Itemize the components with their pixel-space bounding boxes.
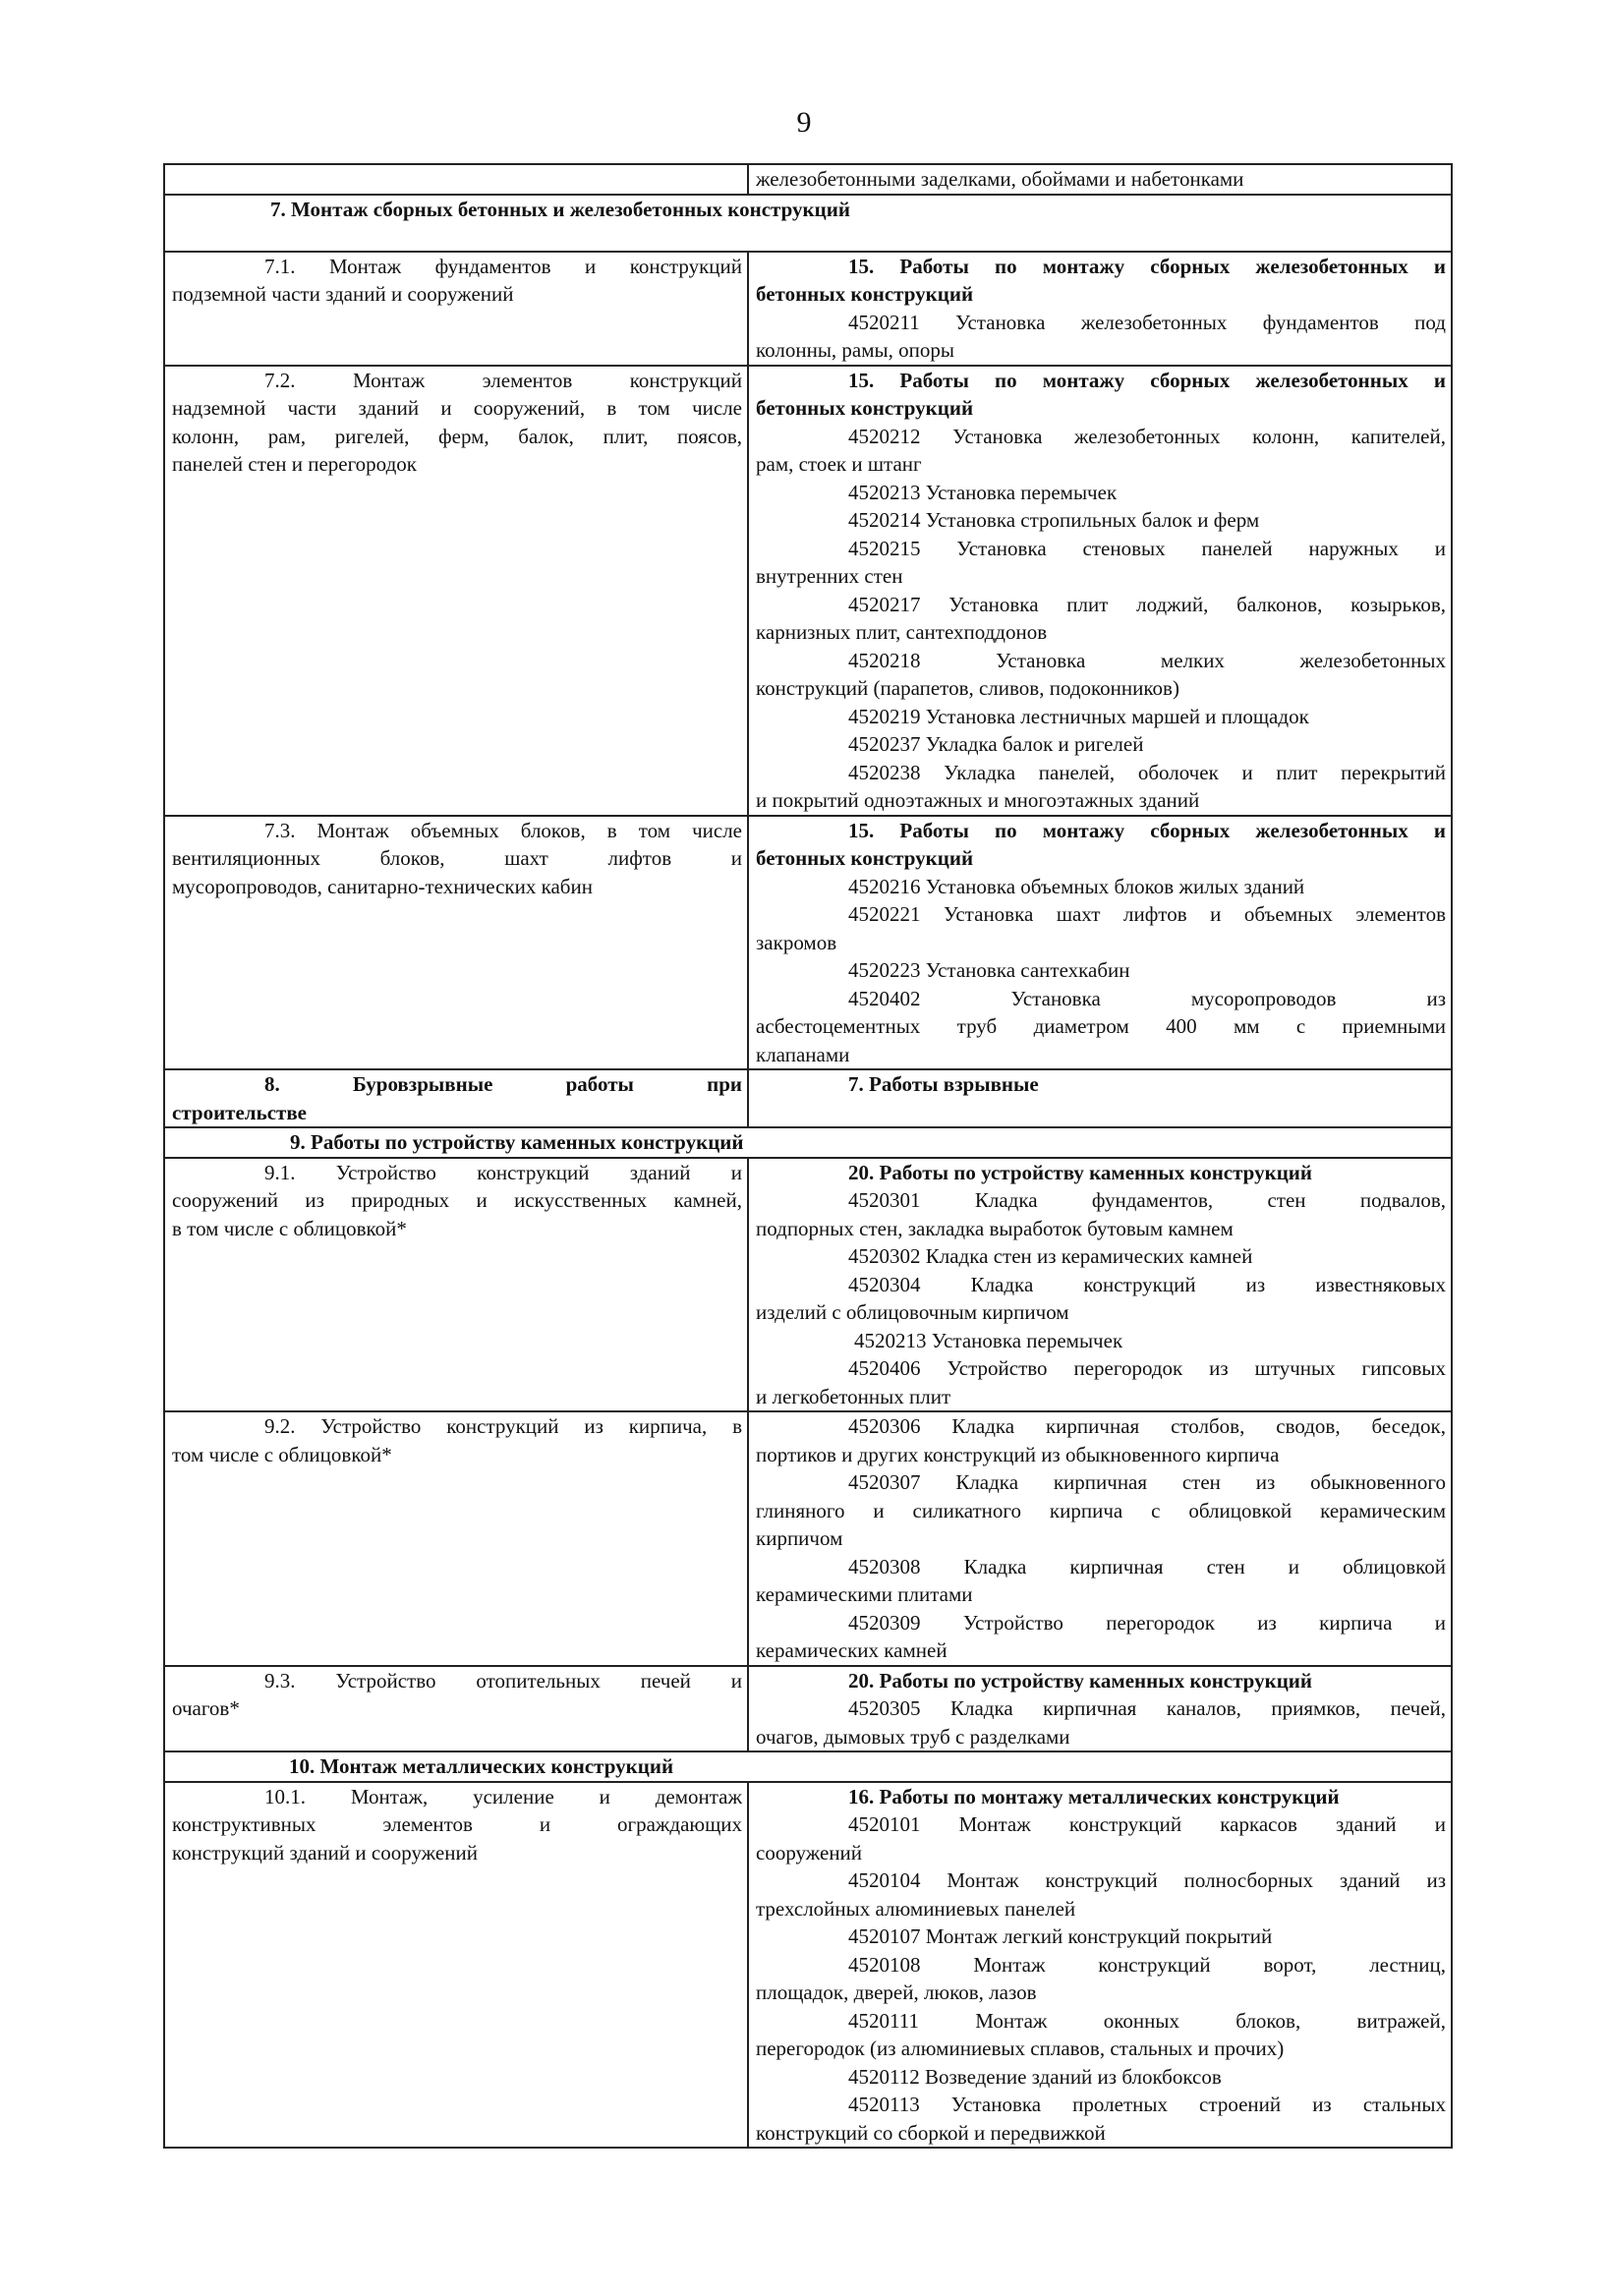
table-row xyxy=(164,816,1452,1070)
classifier-item: 4520308 Кладка кирпичная стен и облицовкой xyxy=(848,1554,1446,1578)
table-row xyxy=(164,1666,1452,1752)
group-title: 15. Работы по монтажу сборных железобетонных и xyxy=(848,254,1446,278)
group-title: бетонных конструкций xyxy=(756,396,974,420)
classifier-cell xyxy=(748,1158,1452,1412)
work-type-text: колонн, рам, ригелей, ферм, балок, плит, поясов, xyxy=(172,424,742,448)
work-type-text: конструктивных элементов и ограждающих xyxy=(172,1812,742,1836)
work-type-cell xyxy=(164,816,748,1070)
classifier-item: и легкобетонных плит xyxy=(756,1384,951,1408)
table-row-continuation xyxy=(164,164,1452,195)
classifier-item: 4520111 Монтаж оконных блоков, витражей, xyxy=(848,2008,1446,2033)
classifier-item: 4520406 Устройство перегородок из штучных гипсовых xyxy=(848,1356,1446,1380)
section-title: 9. Работы по устройству каменных конструкций xyxy=(164,1127,1452,1158)
group-title: бетонных конструкций xyxy=(756,282,974,306)
classifier-cell xyxy=(748,366,1452,816)
classifier-item: трехслойных алюминиевых панелей xyxy=(756,1896,1076,1921)
work-type-cell xyxy=(164,1411,748,1666)
work-type-text: в том числе с облицовкой* xyxy=(172,1216,407,1240)
classifier-item: 4520309 Устройство перегородок из кирпича и xyxy=(848,1610,1446,1635)
work-type-text: строительстве xyxy=(172,1100,307,1124)
classifier-item: 4520301 Кладка фундаментов, стен подвалов, xyxy=(848,1188,1446,1212)
work-type-text: 10.1. Монтаж, усиление и демонтаж xyxy=(264,1784,742,1808)
classifier-item: 4520108 Монтаж конструкций ворот, лестниц, xyxy=(848,1952,1446,1977)
classifier-item: 4520216 Установка объемных блоков жилых зданий xyxy=(848,874,1305,898)
work-type-text: 8. Буровзрывные работы при xyxy=(264,1072,742,1096)
classifier-item: керамических камней xyxy=(756,1638,948,1662)
classifier-item: клапанами xyxy=(756,1042,850,1066)
classifier-item: площадок, дверей, люков, лазов xyxy=(756,1980,1037,2004)
classifier-item: очагов, дымовых труб с разделками xyxy=(756,1724,1070,1749)
group-title: 20. Работы по устройству каменных конструкций xyxy=(848,1668,1312,1693)
work-type-cell xyxy=(164,1158,748,1412)
group-title: бетонных конструкций xyxy=(756,846,974,870)
table-row xyxy=(164,1069,1452,1127)
work-type-text: 9.3. Устройство отопительных печей и xyxy=(264,1668,742,1693)
classifier-item: подпорных стен, закладка выработок бутовым камнем xyxy=(756,1216,1234,1240)
work-type-text: 9.2. Устройство конструкций из кирпича, в xyxy=(264,1414,742,1438)
classifier-item: 4520237 Укладка балок и ригелей xyxy=(848,732,1144,756)
classifier-cell xyxy=(748,816,1452,1070)
classifier-item: 4520212 Установка железобетонных колонн, капителей, xyxy=(848,424,1446,448)
classifier-item: рам, стоек и штанг xyxy=(756,452,922,476)
classifier-item: глиняного и силикатного кирпича с облицовкой керамическим xyxy=(756,1498,1446,1522)
work-type-cell xyxy=(164,366,748,816)
classifier-cell xyxy=(748,1069,1452,1127)
classifier-item: 4520112 Возведение зданий из блокбоксов xyxy=(848,2064,1222,2089)
work-type-text: 7.1. Монтаж фундаментов и конструкций xyxy=(264,254,742,278)
classifier-item: 4520217 Установка плит лоджий, балконов, козырьков, xyxy=(848,592,1446,616)
continuation-text: железобетонными заделками, обоймами и набетонками xyxy=(748,164,1452,195)
classifier-item: 4520107 Монтаж легкий конструкций покрытий xyxy=(848,1924,1273,1948)
classifier-item: 4520219 Установка лестничных маршей и площадок xyxy=(848,704,1309,728)
classifier-cell xyxy=(748,1782,1452,2149)
page-number: 9 xyxy=(796,106,812,139)
classifier-item: 4520221 Установка шахт лифтов и объемных элементов xyxy=(848,902,1446,926)
classifier-item: изделий с облицовочным кирпичом xyxy=(756,1300,1069,1324)
group-title: 20. Работы по устройству каменных конструкций xyxy=(848,1160,1312,1184)
work-type-text: сооружений из природных и искусственных камней, xyxy=(172,1188,742,1212)
classifier-item: портиков и других конструкций из обыкновенного кирпича xyxy=(756,1442,1280,1466)
classifier-item: 4520211 Установка железобетонных фундаментов под xyxy=(848,310,1446,334)
work-type-cell xyxy=(164,1069,748,1127)
works-table xyxy=(163,163,1453,2149)
work-type-text: панелей стен и перегородок xyxy=(172,452,417,476)
work-type-text: 9.1. Устройство конструкций зданий и xyxy=(264,1160,742,1184)
work-type-cell xyxy=(164,252,748,366)
classifier-item: кирпичом xyxy=(756,1526,843,1550)
table-row xyxy=(164,1411,1452,1666)
group-title: 7. Работы взрывные xyxy=(848,1072,1039,1096)
empty-cell xyxy=(164,164,748,195)
classifier-item: керамическими плитами xyxy=(756,1582,973,1606)
table-row xyxy=(164,1158,1452,1412)
classifier-item: 4520215 Установка стеновых панелей наружных и xyxy=(848,536,1446,560)
classifier-item: 4520302 Кладка стен из керамических камней xyxy=(848,1244,1253,1268)
group-title: 15. Работы по монтажу сборных железобетонных и xyxy=(848,368,1446,392)
work-type-text: конструкций зданий и сооружений xyxy=(172,1840,478,1865)
classifier-item: 4520306 Кладка кирпичная столбов, сводов, беседок, xyxy=(848,1414,1446,1438)
work-type-text: вентиляционных блоков, шахт лифтов и xyxy=(172,846,742,870)
classifier-item: 4520213 Установка перемычек xyxy=(848,480,1118,504)
work-type-cell xyxy=(164,1666,748,1752)
classifier-item: конструкций со сборкой и передвижкой xyxy=(756,2120,1106,2145)
classifier-item: закромов xyxy=(756,930,837,954)
classifier-item: конструкций (парапетов, сливов, подоконников) xyxy=(756,676,1179,700)
group-title: 16. Работы по монтажу металлических конструкций xyxy=(848,1784,1340,1808)
classifier-item: 4520402 Установка мусоропроводов из xyxy=(848,986,1446,1010)
classifier-cell xyxy=(748,1666,1452,1752)
classifier-item: карнизных плит, сантехподдонов xyxy=(756,620,1048,644)
work-type-text: подземной части зданий и сооружений xyxy=(172,282,514,306)
classifier-cell xyxy=(748,252,1452,366)
classifier-item: 4520218 Установка мелких железобетонных xyxy=(848,648,1446,672)
classifier-item: 4520213 Установка перемычек xyxy=(854,1328,1123,1352)
section-title: 10. Монтаж металлических конструкций xyxy=(164,1751,1452,1782)
work-type-text: том числе с облицовкой* xyxy=(172,1442,392,1466)
work-type-text: надземной части зданий и сооружений, в том числе xyxy=(172,396,742,420)
classifier-item: 4520238 Укладка панелей, оболочек и плит перекрытий xyxy=(848,760,1446,784)
work-type-text: 7.2. Монтаж элементов конструкций xyxy=(264,368,742,392)
work-type-cell xyxy=(164,1782,748,2149)
classifier-item: колонны, рамы, опоры xyxy=(756,338,954,362)
classifier-item: 4520214 Установка стропильных балок и ферм xyxy=(848,508,1260,532)
classifier-item: 4520307 Кладка кирпичная стен из обыкновенного xyxy=(848,1470,1446,1494)
classifier-item: перегородок (из алюминиевых сплавов, стальных и прочих) xyxy=(756,2037,1285,2060)
group-title: 15. Работы по монтажу сборных железобетонных и xyxy=(848,818,1446,842)
section-header-7 xyxy=(164,195,1452,252)
classifier-item: внутренних стен xyxy=(756,564,903,588)
table-row xyxy=(164,1782,1452,2149)
classifier-item: 4520223 Установка сантехкабин xyxy=(848,958,1130,982)
classifier-item: 4520305 Кладка кирпичная каналов, приямков, печей, xyxy=(848,1696,1446,1720)
work-type-text: мусоропроводов, санитарно-технических кабин xyxy=(172,874,593,898)
table-row xyxy=(164,252,1452,366)
classifier-cell xyxy=(748,1411,1452,1666)
classifier-item: 4520304 Кладка конструкций из известняковых xyxy=(848,1272,1446,1296)
classifier-item: сооружений xyxy=(756,1840,863,1865)
section-title: 7. Монтаж сборных бетонных и железобетонных конструкций xyxy=(164,195,1452,252)
classifier-item: 4520101 Монтаж конструкций каркасов зданий и xyxy=(848,1812,1446,1836)
work-type-text: 7.3. Монтаж объемных блоков, в том числе xyxy=(264,818,742,842)
table-row xyxy=(164,366,1452,816)
classifier-item: и покрытий одноэтажных и многоэтажных зданий xyxy=(756,788,1200,812)
section-header-10 xyxy=(164,1751,1452,1782)
classifier-item: 4520113 Установка пролетных строений из стальных xyxy=(848,2093,1446,2116)
work-type-text: очагов* xyxy=(172,1696,240,1720)
classifier-item: асбестоцементных труб диаметром 400 мм с приемными xyxy=(756,1014,1446,1038)
classifier-item: 4520104 Монтаж конструкций полносборных зданий из xyxy=(848,1868,1446,1892)
section-header-9 xyxy=(164,1127,1452,1158)
